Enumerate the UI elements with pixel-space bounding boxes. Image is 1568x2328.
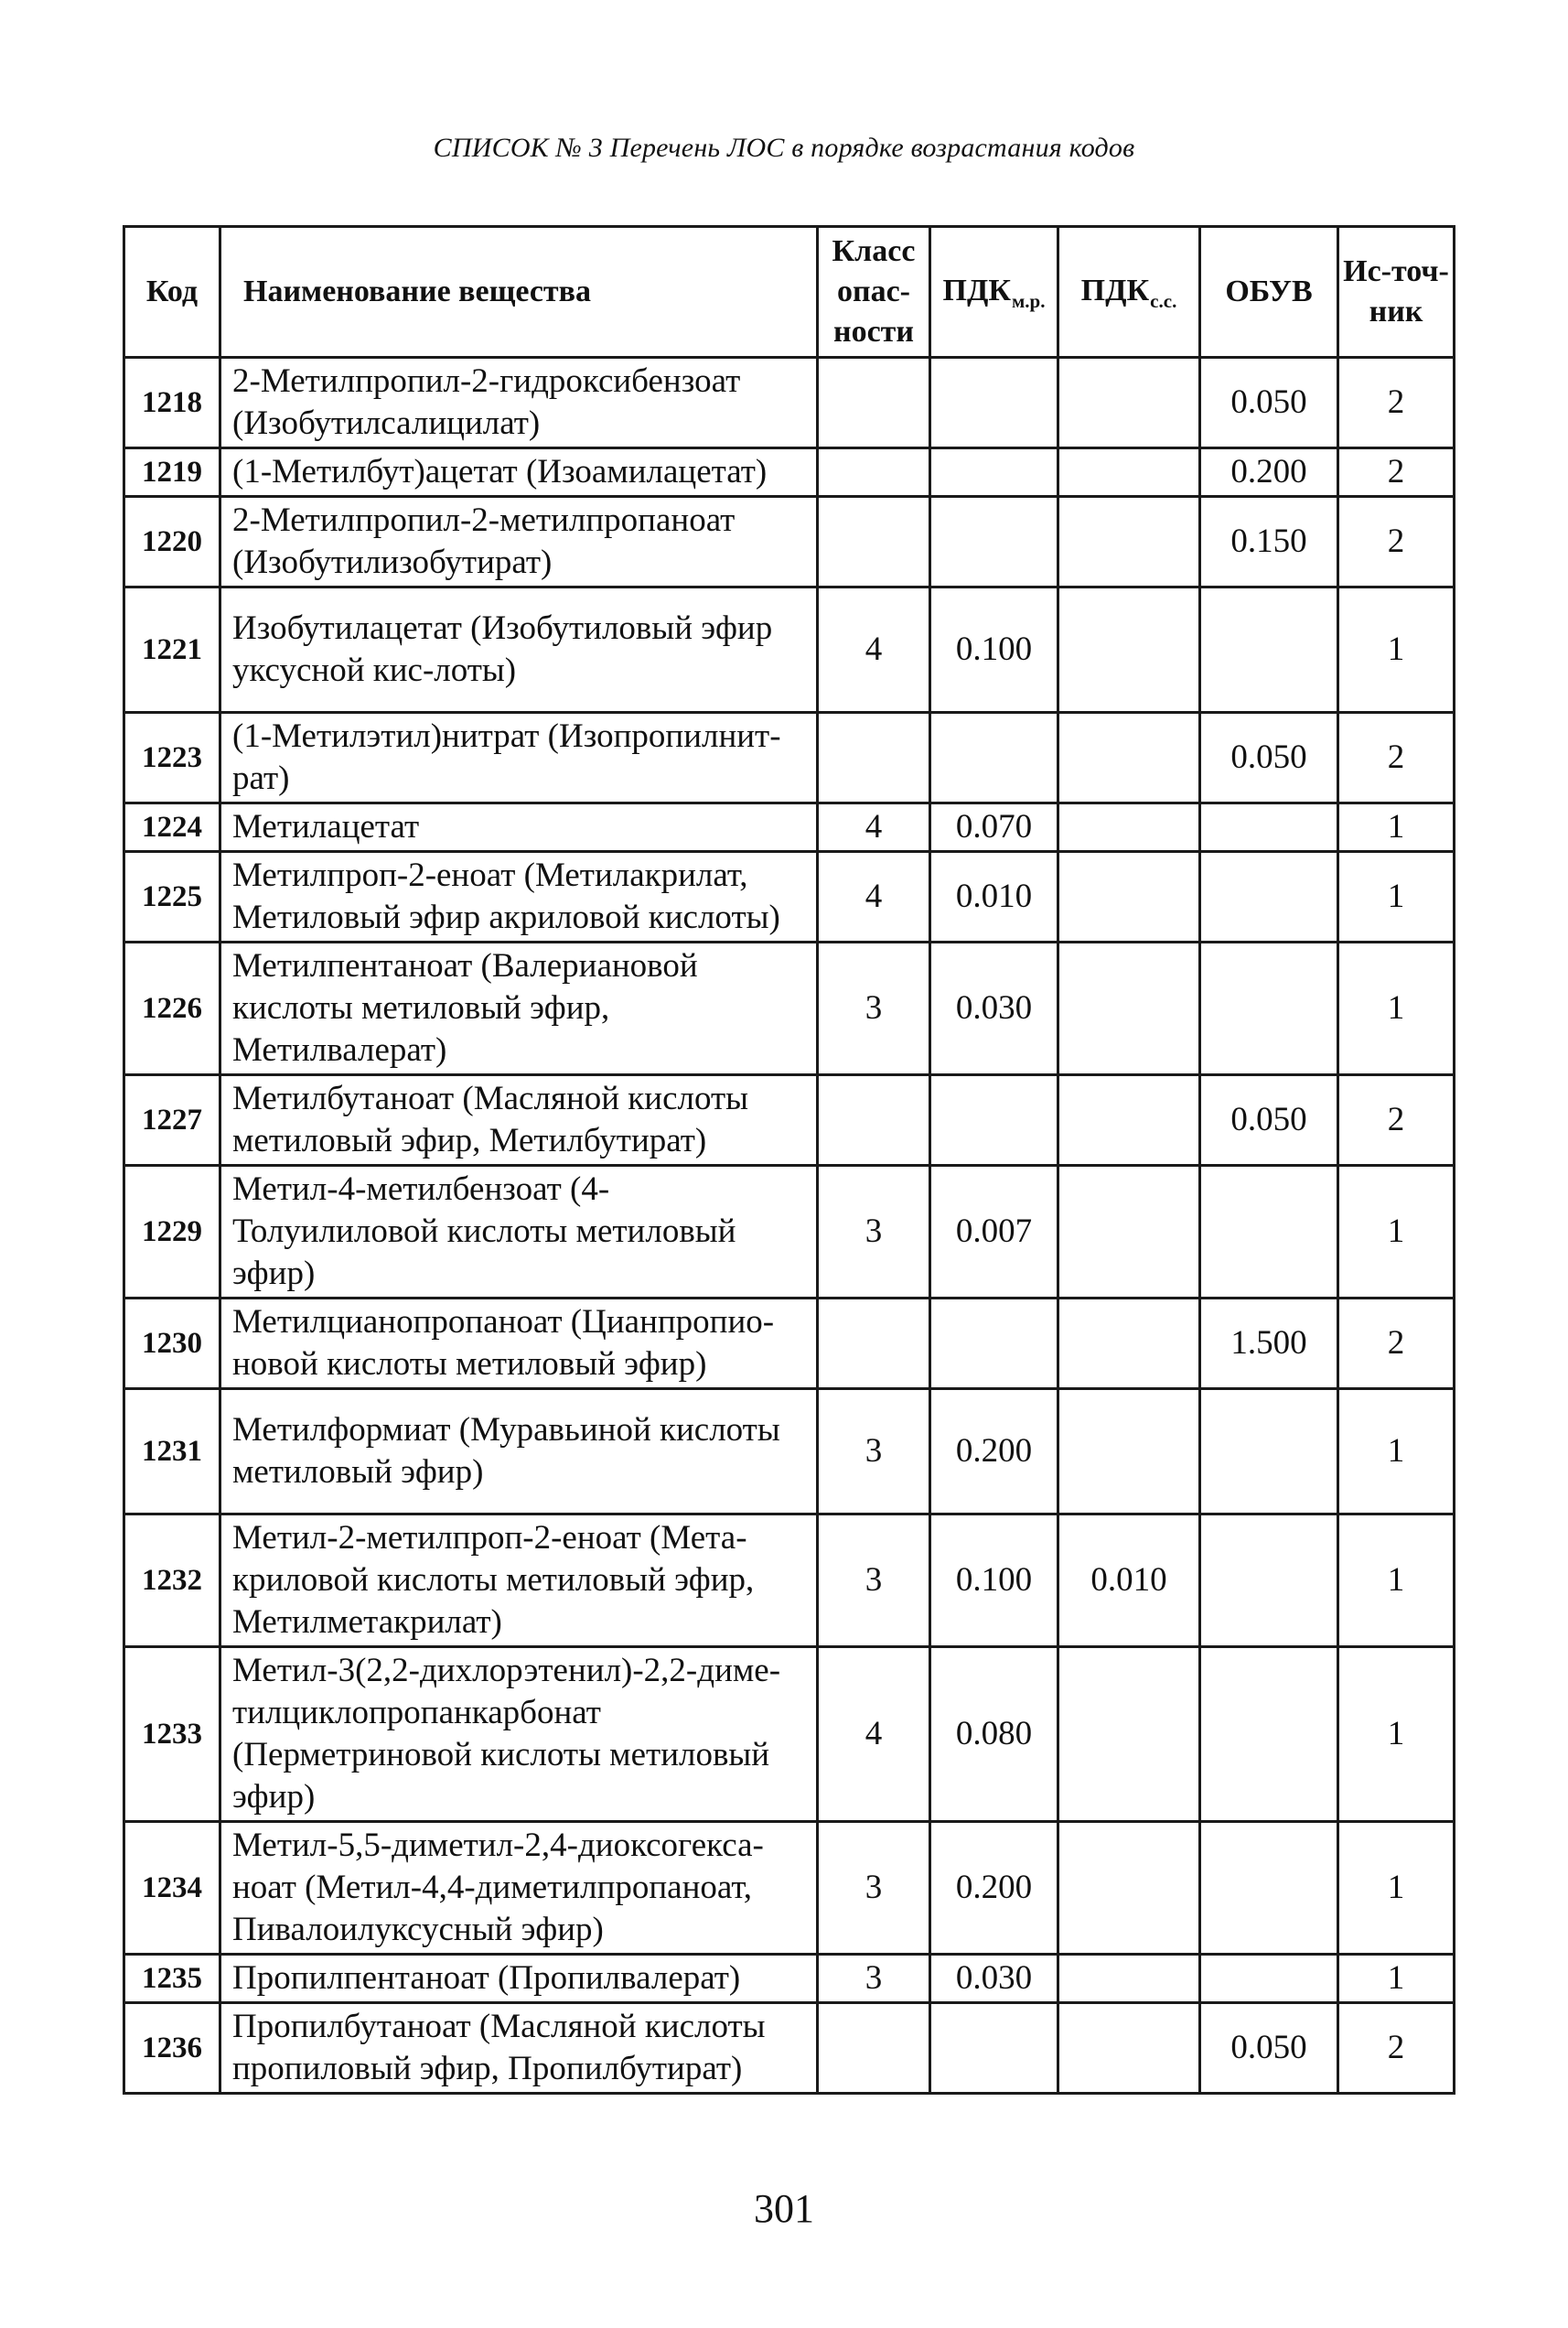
pdk-ss-cell <box>1058 1647 1200 1822</box>
table-row <box>124 1389 1455 1514</box>
source-cell: 1 <box>1338 1514 1455 1647</box>
table-row <box>124 803 1455 852</box>
table-row <box>124 1299 1455 1389</box>
obuv-cell: 1.500 <box>1200 1299 1338 1389</box>
header-name: Наименование вещества <box>220 227 818 358</box>
code-cell: 1231 <box>124 1389 220 1514</box>
table-row <box>124 1514 1455 1647</box>
obuv-cell: 0.050 <box>1200 1075 1338 1166</box>
name-cell: Метил-2-метилпроп-2-еноат (Мета-криловой кислоты метиловый эфир, Метилметакрилат) <box>220 1514 818 1647</box>
code-cell: 1227 <box>124 1075 220 1166</box>
name-cell: (1-Метилэтил)нитрат (Изопропилнит-рат) <box>220 713 818 803</box>
hazard-class-cell <box>818 2003 930 2094</box>
source-cell: 2 <box>1338 713 1455 803</box>
source-cell: 2 <box>1338 1299 1455 1389</box>
header-source: Ис-точ-ник <box>1338 227 1455 358</box>
header-pdk-mr-sub: м.р. <box>1012 289 1046 312</box>
obuv-cell <box>1200 1166 1338 1299</box>
pdk-mr-cell <box>930 713 1058 803</box>
header-pdk-mr <box>930 227 1058 358</box>
source-cell: 1 <box>1338 852 1455 943</box>
table-row <box>124 2003 1455 2094</box>
pdk-ss-cell <box>1058 587 1200 713</box>
code-cell: 1226 <box>124 943 220 1075</box>
table-row <box>124 713 1455 803</box>
pdk-ss-cell <box>1058 497 1200 587</box>
pdk-mr-cell: 0.070 <box>930 803 1058 852</box>
pdk-mr-cell: 0.200 <box>930 1822 1058 1955</box>
pdk-ss-cell <box>1058 713 1200 803</box>
source-cell: 1 <box>1338 943 1455 1075</box>
code-cell: 1233 <box>124 1647 220 1822</box>
table-row <box>124 497 1455 587</box>
source-cell: 1 <box>1338 1647 1455 1822</box>
source-cell: 2 <box>1338 2003 1455 2094</box>
code-cell: 1234 <box>124 1822 220 1955</box>
code-cell: 1221 <box>124 587 220 713</box>
list-caption: СПИСОК № 3 Перечень ЛОС в порядке возрастания кодов <box>433 133 1135 163</box>
pdk-mr-cell: 0.030 <box>930 1955 1058 2003</box>
pdk-ss-cell <box>1058 852 1200 943</box>
table-row <box>124 852 1455 943</box>
name-cell: Метилацетат <box>220 803 818 852</box>
name-cell: Метилбутаноат (Масляной кислоты метиловый эфир, Метилбутират) <box>220 1075 818 1166</box>
pdk-mr-cell <box>930 448 1058 497</box>
name-cell: Метил-4-метилбензоат (4-Толуилиловой кислоты метиловый эфир) <box>220 1166 818 1299</box>
pdk-ss-cell <box>1058 803 1200 852</box>
obuv-cell <box>1200 1822 1338 1955</box>
obuv-cell: 0.150 <box>1200 497 1338 587</box>
table-header-row <box>124 227 1455 358</box>
pdk-mr-cell: 0.080 <box>930 1647 1058 1822</box>
header-pdk-mr-base: ПДК <box>942 273 1011 307</box>
source-cell: 2 <box>1338 1075 1455 1166</box>
obuv-cell <box>1200 1647 1338 1822</box>
hazard-class-cell: 4 <box>818 803 930 852</box>
table-row <box>124 1166 1455 1299</box>
obuv-cell <box>1200 1955 1338 2003</box>
source-cell: 1 <box>1338 1955 1455 2003</box>
pdk-mr-cell: 0.007 <box>930 1166 1058 1299</box>
header-pdk-ss-base: ПДК <box>1080 273 1150 307</box>
name-cell: 2-Метилпропил-2-гидроксибензоат (Изобутилсалицилат) <box>220 358 818 448</box>
code-cell: 1219 <box>124 448 220 497</box>
table-row <box>124 1075 1455 1166</box>
pdk-ss-cell <box>1058 1166 1200 1299</box>
source-cell: 2 <box>1338 448 1455 497</box>
obuv-cell <box>1200 1514 1338 1647</box>
table-row <box>124 587 1455 713</box>
header-pdk-ss <box>1058 227 1200 358</box>
pdk-ss-cell <box>1058 1822 1200 1955</box>
source-cell: 2 <box>1338 497 1455 587</box>
name-cell: Изобутилацетат (Изобутиловый эфир уксусной кис-лоты) <box>220 587 818 713</box>
header-code: Код <box>124 227 220 358</box>
pdk-ss-cell <box>1058 448 1200 497</box>
name-cell: 2-Метилпропил-2-метилпропаноат (Изобутилизобутират) <box>220 497 818 587</box>
obuv-cell: 0.050 <box>1200 713 1338 803</box>
source-cell: 1 <box>1338 587 1455 713</box>
name-cell: Метилпроп-2-еноат (Метилакрилат, Метиловый эфир акриловой кислоты) <box>220 852 818 943</box>
table-row <box>124 943 1455 1075</box>
hazard-class-cell: 3 <box>818 1166 930 1299</box>
name-cell: Пропилпентаноат (Пропилвалерат) <box>220 1955 818 2003</box>
name-cell: (1-Метилбут)ацетат (Изоамилацетат) <box>220 448 818 497</box>
obuv-cell: 0.050 <box>1200 2003 1338 2094</box>
pdk-ss-cell <box>1058 943 1200 1075</box>
obuv-cell <box>1200 852 1338 943</box>
hazard-class-cell: 3 <box>818 1955 930 2003</box>
pdk-ss-cell <box>1058 1955 1200 2003</box>
pdk-ss-cell <box>1058 358 1200 448</box>
source-cell: 2 <box>1338 358 1455 448</box>
table-row <box>124 1647 1455 1822</box>
hazard-class-cell: 3 <box>818 1389 930 1514</box>
pdk-mr-cell <box>930 2003 1058 2094</box>
pdk-mr-cell <box>930 497 1058 587</box>
pdk-mr-cell: 0.030 <box>930 943 1058 1075</box>
header-obuv: ОБУВ <box>1200 227 1338 358</box>
code-cell: 1224 <box>124 803 220 852</box>
code-cell: 1235 <box>124 1955 220 2003</box>
pdk-ss-cell <box>1058 1075 1200 1166</box>
name-cell: Метилцианопропаноат (Цианпропио-новой кислоты метиловый эфир) <box>220 1299 818 1389</box>
pdk-ss-cell <box>1058 1389 1200 1514</box>
pdk-ss-cell <box>1058 2003 1200 2094</box>
obuv-cell: 0.050 <box>1200 358 1338 448</box>
obuv-cell: 0.200 <box>1200 448 1338 497</box>
hazard-class-cell: 3 <box>818 943 930 1075</box>
hazard-class-cell <box>818 713 930 803</box>
pdk-mr-cell: 0.200 <box>930 1389 1058 1514</box>
name-cell: Метил-5,5-диметил-2,4-диоксогекса-ноат (Метил-4,4-диметилпропаноат, Пивалоилуксусный эфир) <box>220 1822 818 1955</box>
code-cell: 1220 <box>124 497 220 587</box>
source-cell: 1 <box>1338 1822 1455 1955</box>
hazard-class-cell <box>818 1075 930 1166</box>
hazard-class-cell <box>818 1299 930 1389</box>
table-row <box>124 1955 1455 2003</box>
hazard-class-cell: 4 <box>818 1647 930 1822</box>
source-cell: 1 <box>1338 1389 1455 1514</box>
source-cell: 1 <box>1338 1166 1455 1299</box>
pdk-mr-cell: 0.100 <box>930 1514 1058 1647</box>
pdk-mr-cell: 0.100 <box>930 587 1058 713</box>
header-pdk-ss-sub: с.с. <box>1150 289 1177 312</box>
table-row <box>124 358 1455 448</box>
pdk-ss-cell: 0.010 <box>1058 1514 1200 1647</box>
page-number: 301 <box>754 2186 814 2231</box>
obuv-cell <box>1200 803 1338 852</box>
name-cell: Пропилбутаноат (Масляной кислоты пропиловый эфир, Пропилбутират) <box>220 2003 818 2094</box>
table-row <box>124 448 1455 497</box>
code-cell: 1225 <box>124 852 220 943</box>
obuv-cell <box>1200 943 1338 1075</box>
hazard-class-cell <box>818 497 930 587</box>
pdk-mr-cell <box>930 1075 1058 1166</box>
hazard-class-cell: 3 <box>818 1822 930 1955</box>
hazard-class-cell <box>818 358 930 448</box>
pdk-mr-cell <box>930 358 1058 448</box>
code-cell: 1232 <box>124 1514 220 1647</box>
code-cell: 1218 <box>124 358 220 448</box>
pdk-mr-cell: 0.010 <box>930 852 1058 943</box>
hazard-class-cell: 3 <box>818 1514 930 1647</box>
hazard-class-cell: 4 <box>818 587 930 713</box>
hazard-class-cell <box>818 448 930 497</box>
code-cell: 1230 <box>124 1299 220 1389</box>
hazard-class-cell: 4 <box>818 852 930 943</box>
obuv-cell <box>1200 1389 1338 1514</box>
voc-table <box>123 225 1455 2095</box>
name-cell: Метил-3(2,2-дихлорэтенил)-2,2-диме-тилциклопропанкарбонат (Перметриновой кислоты метиловый эфир) <box>220 1647 818 1822</box>
table-row <box>124 1822 1455 1955</box>
code-cell: 1229 <box>124 1166 220 1299</box>
name-cell: Метилпентаноат (Валериановой кислоты метиловый эфир, Метилвалерат) <box>220 943 818 1075</box>
pdk-ss-cell <box>1058 1299 1200 1389</box>
pdk-mr-cell <box>930 1299 1058 1389</box>
source-cell: 1 <box>1338 803 1455 852</box>
header-hazard-class: Класс опас-ности <box>818 227 930 358</box>
obuv-cell <box>1200 587 1338 713</box>
name-cell: Метилформиат (Муравьиной кислоты метиловый эфир) <box>220 1389 818 1514</box>
code-cell: 1236 <box>124 2003 220 2094</box>
code-cell: 1223 <box>124 713 220 803</box>
